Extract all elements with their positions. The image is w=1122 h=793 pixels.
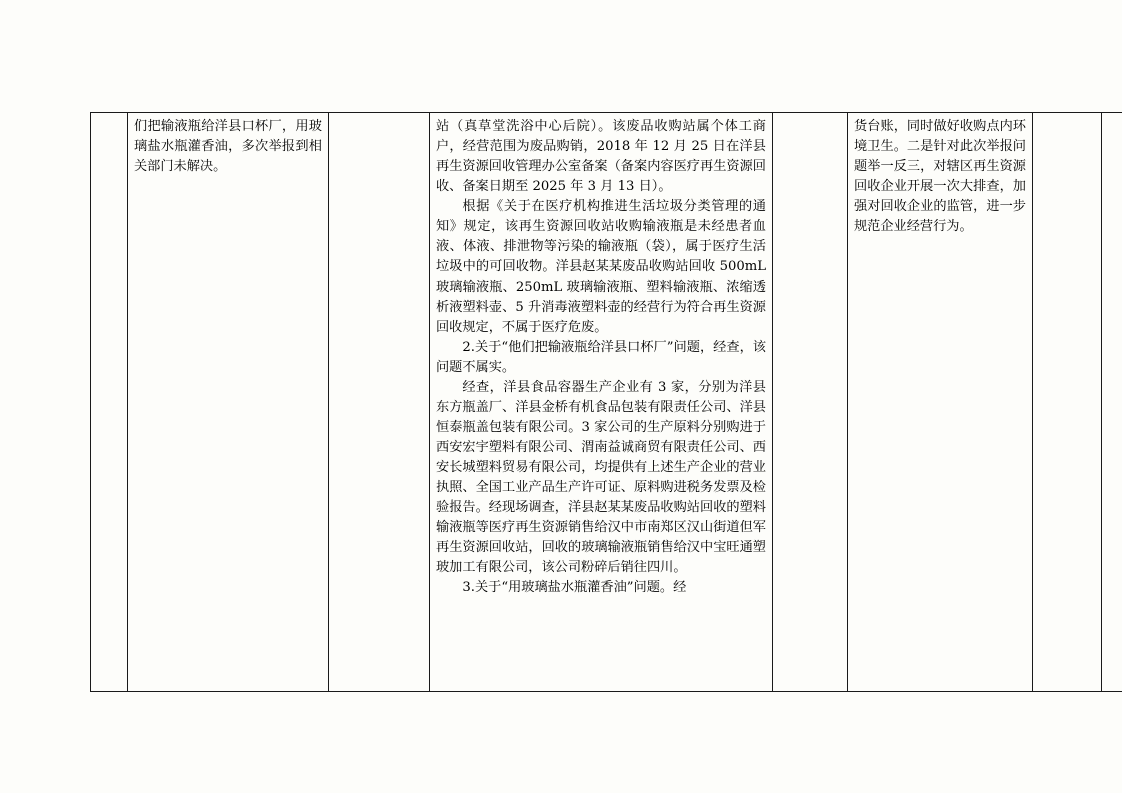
investigation-paragraph-1: 站（真草堂洗浴中心后院）。该废品收购站属个体工商户，经营范围为废品购销，2018 年 12 月 25 日在洋县再生资源回收管理办公室备案（备案内容医疗再生资源回收、备案日期至 2025 年 3 月 13 日）。	[436, 119, 766, 195]
cell-blank-3	[1033, 113, 1102, 692]
cell-handling-body	[854, 117, 1026, 237]
cell-complaint	[128, 113, 329, 692]
cell-investigation-body	[436, 117, 766, 599]
cell-blank-4	[1102, 113, 1122, 692]
investigation-paragraph-3: 2.关于“他们把输液瓶给洋县口杯厂”问题，经查，该问题不属实。	[436, 339, 766, 375]
investigation-paragraph-4: 经查，洋县食品容器生产企业有 3 家，分别为洋县东方瓶盖厂、洋县金桥有机食品包装有限责任公司、洋县恒泰瓶盖包装有限公司。3 家公司的生产原料分别购进于西安宏宇塑料有限公司、渭南益诚商贸有限责任公司、西安长城塑料贸易有限公司，均提供有上述生产企业的营业执照、全国工业产品生产许可证、原料购进税务发票及检验报告。经现场调查，洋县赵某某废品收购站回收的塑料输液瓶等医疗再生资源销售给汉中市南郑区汉山街道但军再生资源回收站，回收的玻璃输液瓶销售给汉中宝旺通塑玻加工有限公司，该公司粉碎后销往四川。	[436, 379, 766, 576]
cell-investigation	[430, 113, 773, 692]
cell-blank-1	[329, 113, 430, 692]
handling-paragraph-1: 货台账，同时做好收购点内环境卫生。二是针对此次举报问题举一反三，对辖区再生资源回收企业开展一次大排查，加强对回收企业的监管，进一步规范企业经营行为。	[854, 119, 1026, 235]
cell-handling	[848, 113, 1033, 692]
table-row	[91, 113, 1122, 692]
cell-index	[91, 113, 128, 692]
report-table	[90, 112, 1122, 692]
investigation-paragraph-2: 根据《关于在医疗机构推进生活垃圾分类管理的通知》规定，该再生资源回收站收购输液瓶是未经患者血液、体液、排泄物等污染的输液瓶（袋），属于医疗生活垃圾中的可回收物。洋县赵某某废品收购站回收 500mL 玻璃输液瓶、250mL 玻璃输液瓶、塑料输液瓶、浓缩透析液塑料壶、5 升消毒液塑料壶的经营行为符合再生资源回收规定，不属于医疗危废。	[436, 199, 766, 335]
complaint-paragraph-1: 们把输液瓶给洋县口杯厂，用玻璃盐水瓶灌香油，多次举报到相关部门未解决。	[134, 119, 322, 175]
cell-blank-2	[773, 113, 848, 692]
investigation-paragraph-5: 3.关于“用玻璃盐水瓶灌香油”问题。经	[462, 580, 687, 596]
cell-complaint-body	[134, 117, 322, 177]
